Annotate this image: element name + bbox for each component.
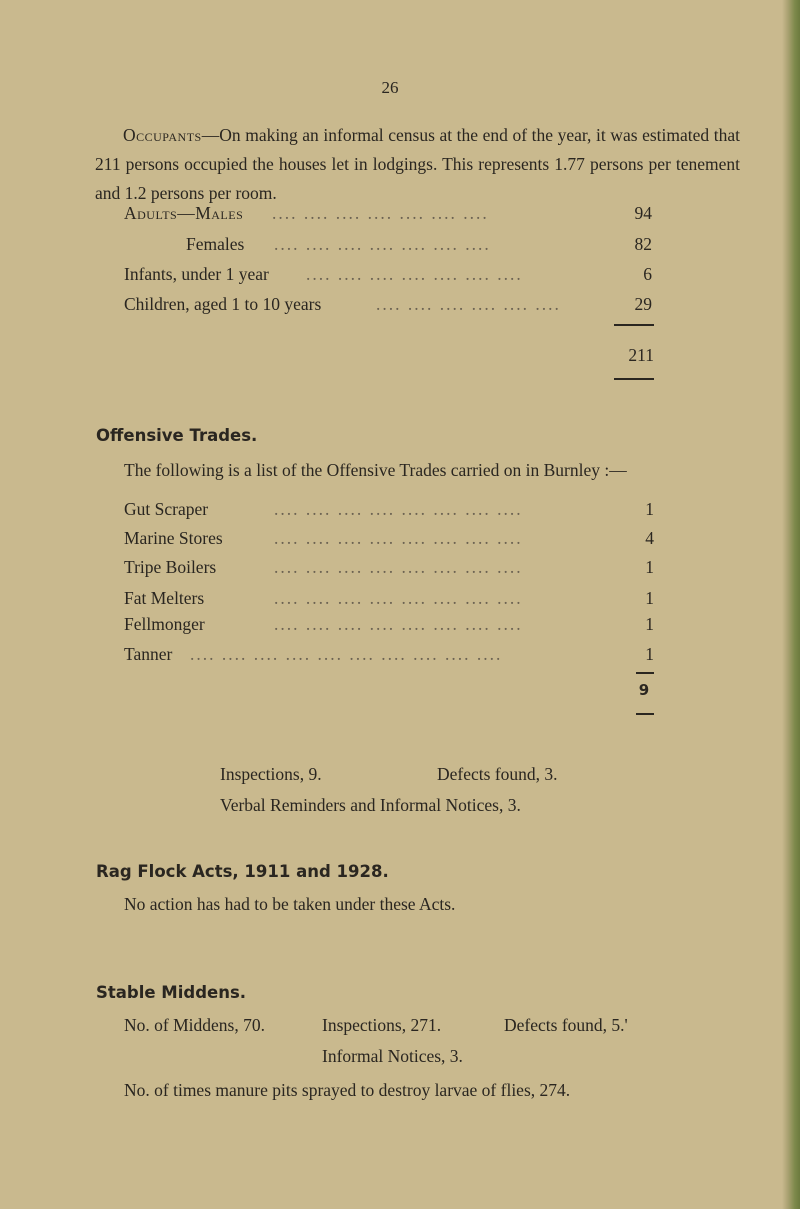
leader-dots: .... .... .... .... .... .... .... .... .... .... [190,644,503,664]
leader-dots: .... .... .... .... .... .... .... .... [274,588,523,608]
total-rule [636,672,654,674]
middens-informal: Informal Notices, 3. [322,1046,463,1066]
occupants-lead: Occupants [123,125,202,145]
occupant-value: 94 [634,203,652,223]
offensive-trades-heading: Offensive Trades. [96,426,258,445]
trade-value: 1 [645,614,654,634]
trade-row [124,499,654,527]
trade-label: Marine Stores [124,528,223,548]
occupant-value: 29 [634,294,652,314]
leader-dots: .... .... .... .... .... .... [376,294,561,314]
leader-dots: .... .... .... .... .... .... .... .... [274,614,523,634]
offensive-trades-intro: The following is a list of the Offensive Trades carried on in Burnley :— [124,460,627,480]
trade-value: 1 [645,499,654,519]
trade-label: Tanner [124,644,173,664]
manure-pits: No. of times manure pits sprayed to destroy larvae of flies, 274. [124,1080,571,1100]
leader-dots: .... .... .... .... .... .... .... .... [274,528,523,548]
leader-dots: .... .... .... .... .... .... .... .... [274,499,523,519]
page-edge [782,0,800,1209]
total-rule [614,324,654,326]
trade-label: Tripe Boilers [124,557,217,577]
trade-row [124,588,654,616]
trades-inspections: Inspections, 9. [220,764,322,784]
occupant-label: Infants, under 1 year [124,264,269,284]
trade-row [124,528,654,556]
occupants-text: —On making an informal census at the end of the year, it was estimated that 211 persons occupied the houses let in lodgings. This represents 1.77 persons per tenement and 1.2 persons per room. [95,125,740,203]
page-number: 26 [381,78,399,97]
trade-value: 1 [645,644,654,664]
stable-middens-heading: Stable Middens. [96,983,247,1002]
occupant-label: Females [186,234,245,254]
total-rule [636,713,654,715]
leader-dots: .... .... .... .... .... .... .... [272,203,489,223]
total-rule [614,378,654,380]
trades-reminders: Verbal Reminders and Informal Notices, 3. [220,795,521,815]
rag-flock-text: No action has had to be taken under these Acts. [124,894,456,914]
middens-count: No. of Middens, 70. [124,1015,265,1035]
trades-defects: Defects found, 3. [437,764,558,784]
middens-inspections: Inspections, 271. [322,1015,442,1035]
occupant-row [124,234,652,262]
trade-row [124,614,654,642]
occupant-label: Adults—Males [124,203,244,223]
trade-label: Fellmonger [124,614,205,634]
trade-label: Gut Scraper [124,499,209,519]
trade-row [124,644,654,672]
occupant-label: Children, aged 1 to 10 years [124,294,322,314]
trade-value: 1 [645,588,654,608]
leader-dots: .... .... .... .... .... .... .... .... [274,557,523,577]
occupants-total: 211 [628,345,654,365]
occupant-row [124,264,652,292]
occupant-row [124,294,652,322]
trade-row [124,557,654,585]
trade-label: Fat Melters [124,588,205,608]
middens-defects: Defects found, 5.' [504,1015,628,1035]
occupants-paragraph [95,121,740,208]
occupant-row [124,203,652,231]
trade-value: 1 [645,557,654,577]
leader-dots: .... .... .... .... .... .... .... [274,234,491,254]
rag-flock-heading: Rag Flock Acts, 1911 and 1928. [96,862,389,881]
occupant-value: 82 [634,234,652,254]
trades-total: 9 [638,681,650,699]
trade-value: 4 [645,528,654,548]
leader-dots: .... .... .... .... .... .... .... [306,264,523,284]
occupant-value: 6 [643,264,652,284]
